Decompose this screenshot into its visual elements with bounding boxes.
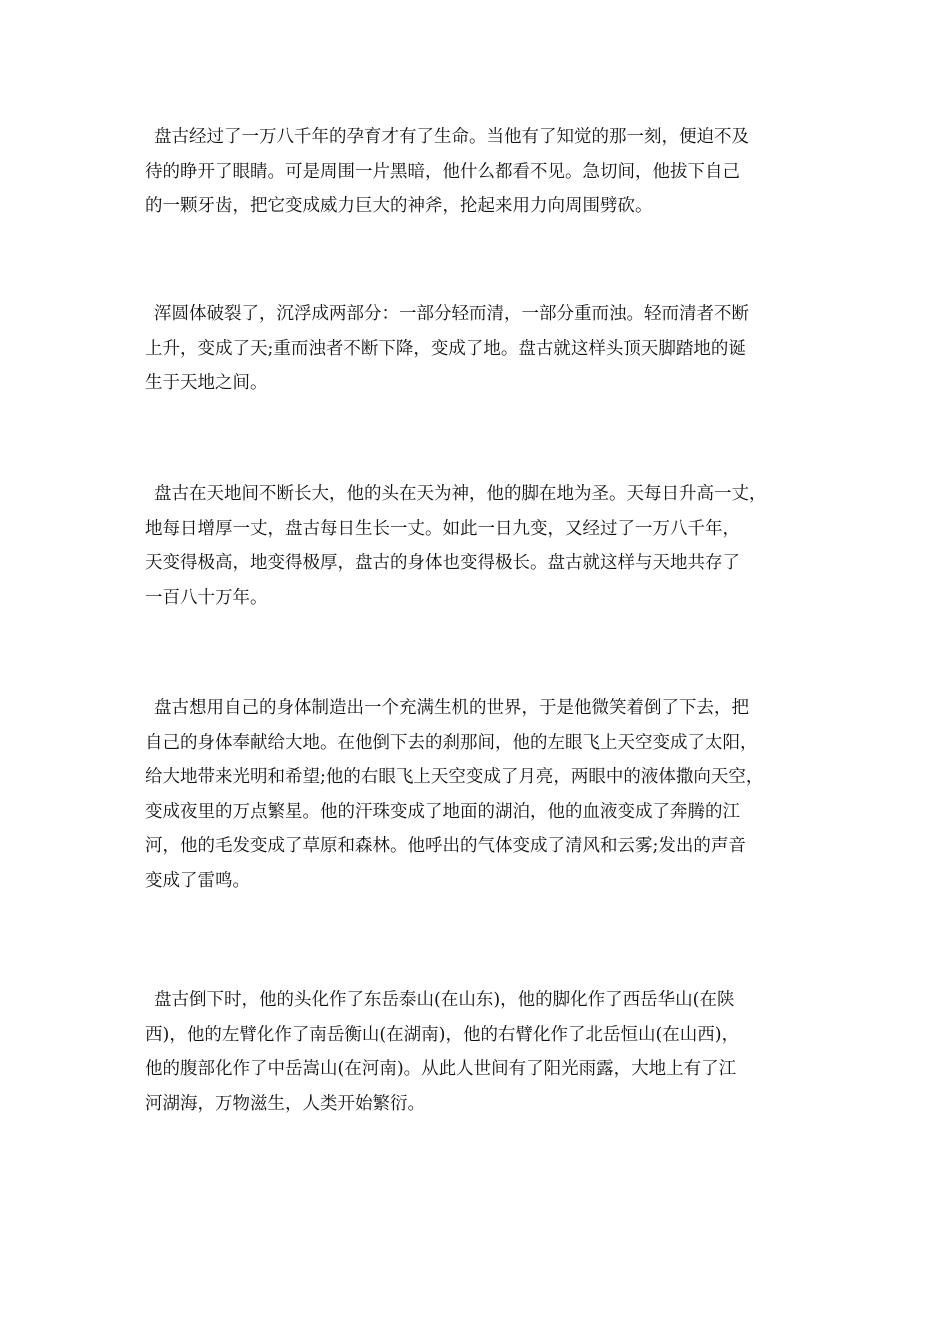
paragraph-line: 变成了雷鸣。: [145, 870, 250, 891]
paragraph-line: 的一颗牙齿，把它变成威力巨大的神斧，抡起来用力向周围劈砍。: [145, 196, 653, 216]
paragraph-line: 给大地带来光明和希望;他的右眼飞上天空变成了月亮，两眼中的液体撒向天空，: [145, 767, 764, 787]
paragraph-line: 待的睁开了眼睛。可是周围一片黑暗，他什么都看不见。急切间，他拔下自己: [145, 161, 740, 182]
paragraph-line: 他的腹部化作了中岳嵩山(在河南)。从此人世间有了阳光雨露，大地上有了江: [145, 1059, 737, 1079]
paragraph-line: 地每日增厚一丈，盘古每日生长一丈。如此一日九变，又经过了一万八千年，: [145, 518, 740, 539]
paragraph-line: 河湖海，万物滋生，人类开始繁衍。: [145, 1093, 425, 1114]
paragraph-5: [145, 983, 739, 1121]
paragraph-1: [145, 120, 749, 224]
paragraph-line: 自己的身体奉献给大地。在他倒下去的刹那间，他的左眼飞上天空变成了太阳，: [145, 732, 758, 753]
paragraph-line: 一百八十万年。: [145, 587, 268, 608]
paragraph-line: 河，他的毛发变成了草原和森林。他呼出的气体变成了清风和云雾;发出的声音: [145, 836, 746, 856]
paragraph-line: 盘古倒下时，他的头化作了东岳泰山(在山东)，他的脚化作了西岳华山(在陕: [154, 990, 735, 1010]
paragraph-line: 浑圆体破裂了，沉浮成两部分：一部分轻而清，一部分重而浊。轻而清者不断: [154, 304, 749, 324]
paragraph-line: 盘古在天地间不断长大，他的头在天为神，他的脚在地为圣。天每日升高一丈，: [154, 484, 767, 504]
paragraph-2: [145, 297, 749, 401]
paragraph-line: 盘古想用自己的身体制造出一个充满生机的世界，于是他微笑着倒了下去，把: [154, 698, 749, 718]
paragraph-line: 变成夜里的万点繁星。他的汗珠变成了地面的湖泊，他的血液变成了奔腾的江: [145, 801, 740, 822]
paragraph-line: 上升，变成了天;重而浊者不断下降，变成了地。盘古就这样头顶天脚踏地的诞: [145, 338, 746, 359]
paragraph-line: 生于天地之间。: [145, 373, 268, 393]
paragraph-line: 盘古经过了一万八千年的孕育才有了生命。当他有了知觉的那一刻，便迫不及: [154, 127, 749, 147]
paragraph-line: 西)，他的左臂化作了南岳衡山(在湖南)，他的右臂化作了北岳恒山(在山西)，: [145, 1024, 740, 1045]
paragraph-line: 天变得极高，地变得极厚，盘古的身体也变得极长。盘古就这样与天地共存了: [145, 553, 740, 573]
paragraph-3: [145, 477, 767, 615]
paragraph-4: [145, 691, 763, 898]
